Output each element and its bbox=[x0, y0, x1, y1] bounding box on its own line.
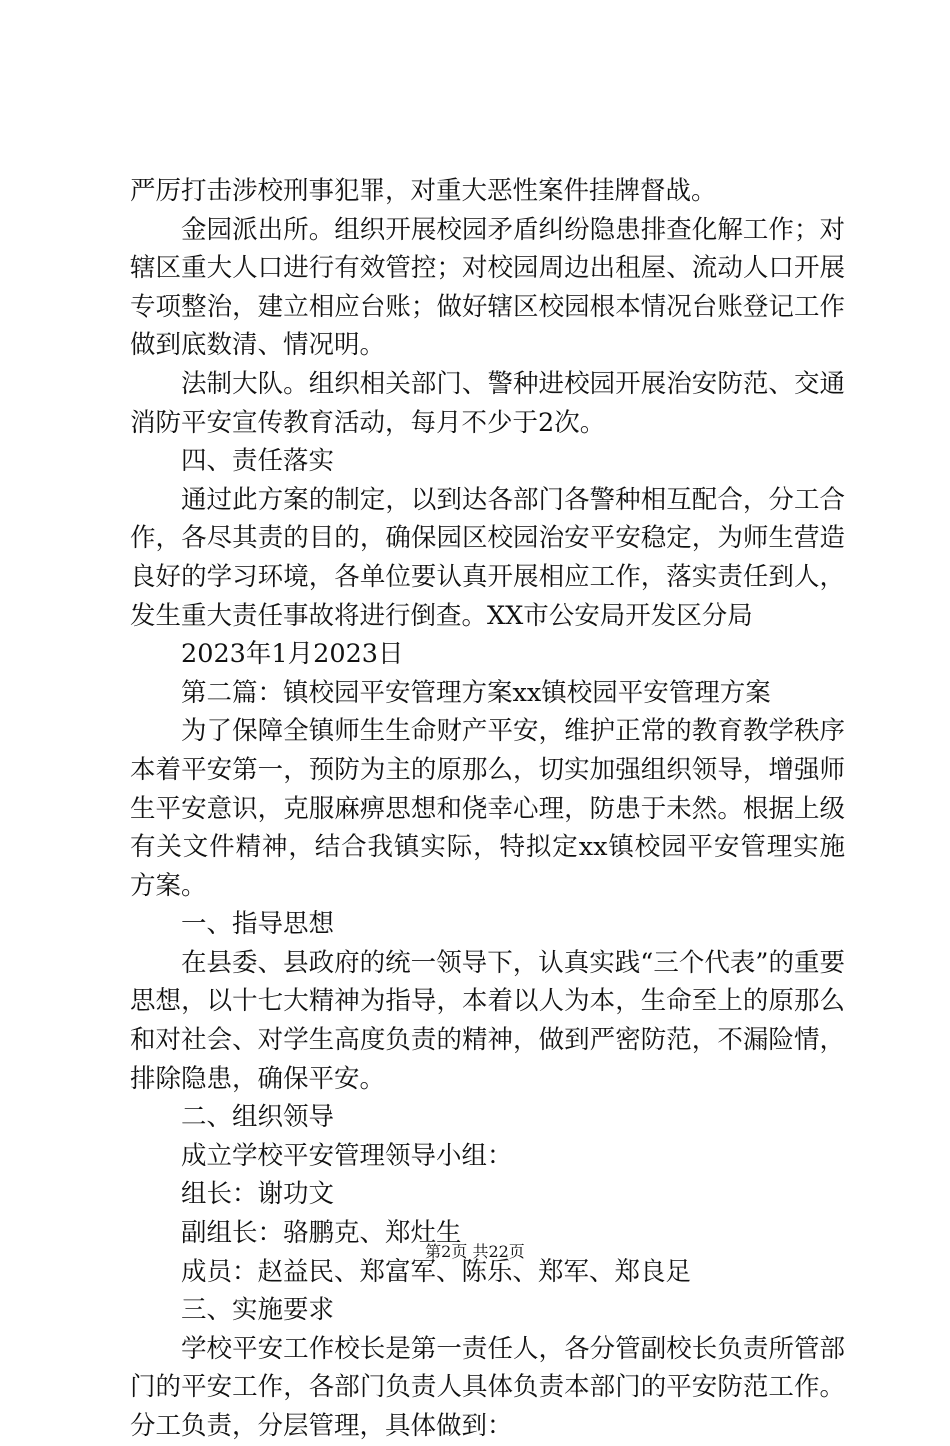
paragraph: 金园派出所。组织开展校园矛盾纠纷隐患排查化解工作；对辖区重大人口进行有效管控；对校园周边出租屋、流动人口开展专项整治，建立相应台账；做好辖区校园根本情况台账登记工作做到底数清、情况明。 bbox=[130, 214, 845, 361]
section-heading: 三、实施要求 bbox=[181, 1295, 335, 1326]
section-heading: 一、指导思想 bbox=[181, 909, 335, 940]
paragraph: 学校平安工作校长是第一责任人，各分管副校长负责所管部门的平安工作，各部门负责人具体负责本部门的平安防范工作。分工负责，分层管理，具体做到： bbox=[130, 1333, 845, 1441]
section-heading: 二、组织领导 bbox=[181, 1102, 335, 1133]
page-footer bbox=[0, 1242, 950, 1262]
paragraph: 成立学校平安管理领导小组： bbox=[181, 1140, 513, 1171]
paragraph: 在县委、县政府的统一领导下，认真实践“三个代表”的重要思想，以十七大精神为指导，本着以人为本，生命至上的原那么和对社会、对学生高度负责的精神，做到严密防范，不漏险情，排除隐患，确保平安。 bbox=[130, 947, 845, 1094]
paragraph: 组长：谢功文 bbox=[181, 1179, 335, 1210]
page-number-label: 第2页 共22页 bbox=[425, 1242, 525, 1261]
paragraph: 成员：赵益民、郑富军、陈乐、郑军、郑良足 bbox=[181, 1256, 692, 1287]
chapter-title: 第二篇：镇校园平安管理方案xx镇校园平安管理方案 bbox=[181, 677, 771, 708]
paragraph: 通过此方案的制定，以到达各部门各警种相互配合，分工合作，各尽其责的目的，确保园区校园治安平安稳定，为师生营造良好的学习环境，各单位要认真开展相应工作，落实责任到人，发生重大责任事故将进行倒查。XX市公安局开发区分局 bbox=[130, 484, 845, 631]
paragraph: 副组长：骆鹏克、郑灶生 bbox=[181, 1218, 462, 1249]
date-line: 2023年1月2023日 bbox=[181, 639, 404, 670]
paragraph: 严厉打击涉校刑事犯罪，对重大恶性案件挂牌督战。 bbox=[130, 176, 717, 206]
paragraph: 法制大队。组织相关部门、警种进校园开展治安防范、交通消防平安宣传教育活动，每月不少于2次。 bbox=[130, 368, 845, 438]
paragraph: 为了保障全镇师生生命财产平安，维护正常的教育教学秩序本着平安第一，预防为主的原那么，切实加强组织领导，增强师生平安意识，克服麻痹思想和侥幸心理，防患于未然。根据上级有关文件精神，结合我镇实际，特拟定xx镇校园平安管理实施方案。 bbox=[130, 716, 845, 901]
section-heading: 四、责任落实 bbox=[181, 446, 335, 477]
